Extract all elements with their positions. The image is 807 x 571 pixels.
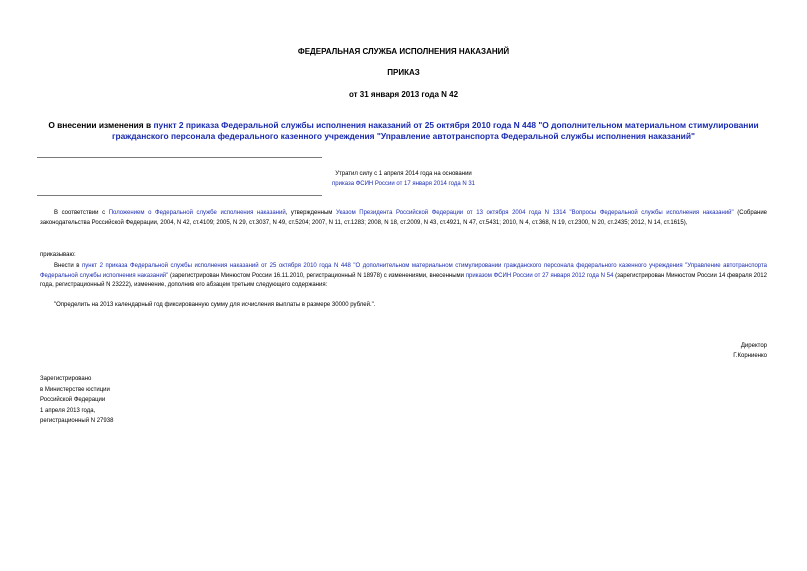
presidential-decree-link[interactable]: Указом Президента Российской Федерации от 13 октября 2004 года N 1314 "Вопросы Федеральной службы исполнения наказаний" — [335, 210, 734, 216]
registration-line: Зарегистрировано — [40, 376, 92, 382]
agency-heading: ФЕДЕРАЛЬНАЯ СЛУЖБА ИСПОЛНЕНИЯ НАКАЗАНИЙ — [297, 47, 510, 56]
order-448-link[interactable]: пункт 2 приказа Федеральной службы исполнения наказаний от 25 октября 2010 года N 448 "О дополнительном материальном стимулировании гражданского персонала федерального казенного учреждения "Управление автотранспорта Федеральной службы исполнения наказаний" — [40, 263, 767, 279]
registration-line: Российской Федерации — [40, 397, 106, 404]
order-54-link[interactable]: приказом ФСИН России от 27 января 2012 года N 54 — [465, 272, 614, 279]
subject-link[interactable]: пункт 2 приказа Федеральной службы исполнения наказаний от 25 октября 2010 года N 448 "О дополнительном материальном стимулировании гражданского персонала федерального казенного учреждения "Управление автотранспорта Федеральной службы исполнения наказаний" — [112, 120, 759, 141]
signatory-title: Директор — [740, 343, 767, 349]
order-text-1: Внести в — [54, 263, 83, 269]
document-subject — [40, 120, 767, 142]
preamble-text-1: В соответствии с — [54, 210, 109, 216]
order-paragraph — [40, 262, 767, 291]
preamble-paragraph — [40, 209, 767, 228]
registration-line: 1 апреля 2013 года, — [40, 407, 96, 414]
divider-bottom — [37, 195, 322, 196]
order-word: приказываю: — [40, 252, 76, 258]
preamble-text-2: , утвержденным — [285, 210, 336, 216]
order-text-2: (зарегистрирован Минюстом России 16.11.2010, регистрационный N 18978) с изменениями, внесенными — [168, 272, 466, 279]
order-text-3: (зарегистрирован Минюстом России 14 февраля 2012 года, регистрационный N 23222), изменение, дополнив его абзацем третьим следующего содержания: — [40, 272, 767, 289]
registration-line: регистрационный N 27938 — [40, 418, 114, 425]
regulation-link[interactable]: Положением о Федеральной службе исполнения наказаний — [108, 210, 286, 216]
preamble-text-3: (Собрание законодательства Российской Федерации, 2004, N 42, ст.4109; 2005, N 29, ст.3037, N 49, ст.5204; 2007, N 11, ст.1283; 2008, N 18, ст.2009, N 43, ст.4921, N 47, ст.5431; 2010, N 4, ст.368, N 19, ст.2300, N 20, ст.2435; 2012, N 14, ст.1615), — [40, 210, 768, 226]
divider-top — [37, 157, 322, 158]
repeal-order-link[interactable]: приказа ФСИН России от 17 января 2014 года N 31 — [332, 181, 475, 187]
status-link-line — [0, 179, 807, 189]
subject-prefix: О внесении изменения в — [48, 120, 154, 130]
registration-line: в Министерстве юстиции — [40, 386, 110, 393]
registration-block — [40, 374, 113, 427]
quoted-amendment: "Определить на 2013 календарный год фиксированную сумму для исчисления выплаты в размере 30000 рублей.". — [54, 302, 376, 308]
doc-date-heading: от 31 января 2013 года N 42 — [348, 90, 459, 99]
status-line: Утратил силу с 1 апреля 2014 года на основании — [335, 171, 472, 177]
doc-type-heading: ПРИКАЗ — [387, 68, 420, 77]
signatory-name: Г.Корниенко — [733, 353, 767, 359]
